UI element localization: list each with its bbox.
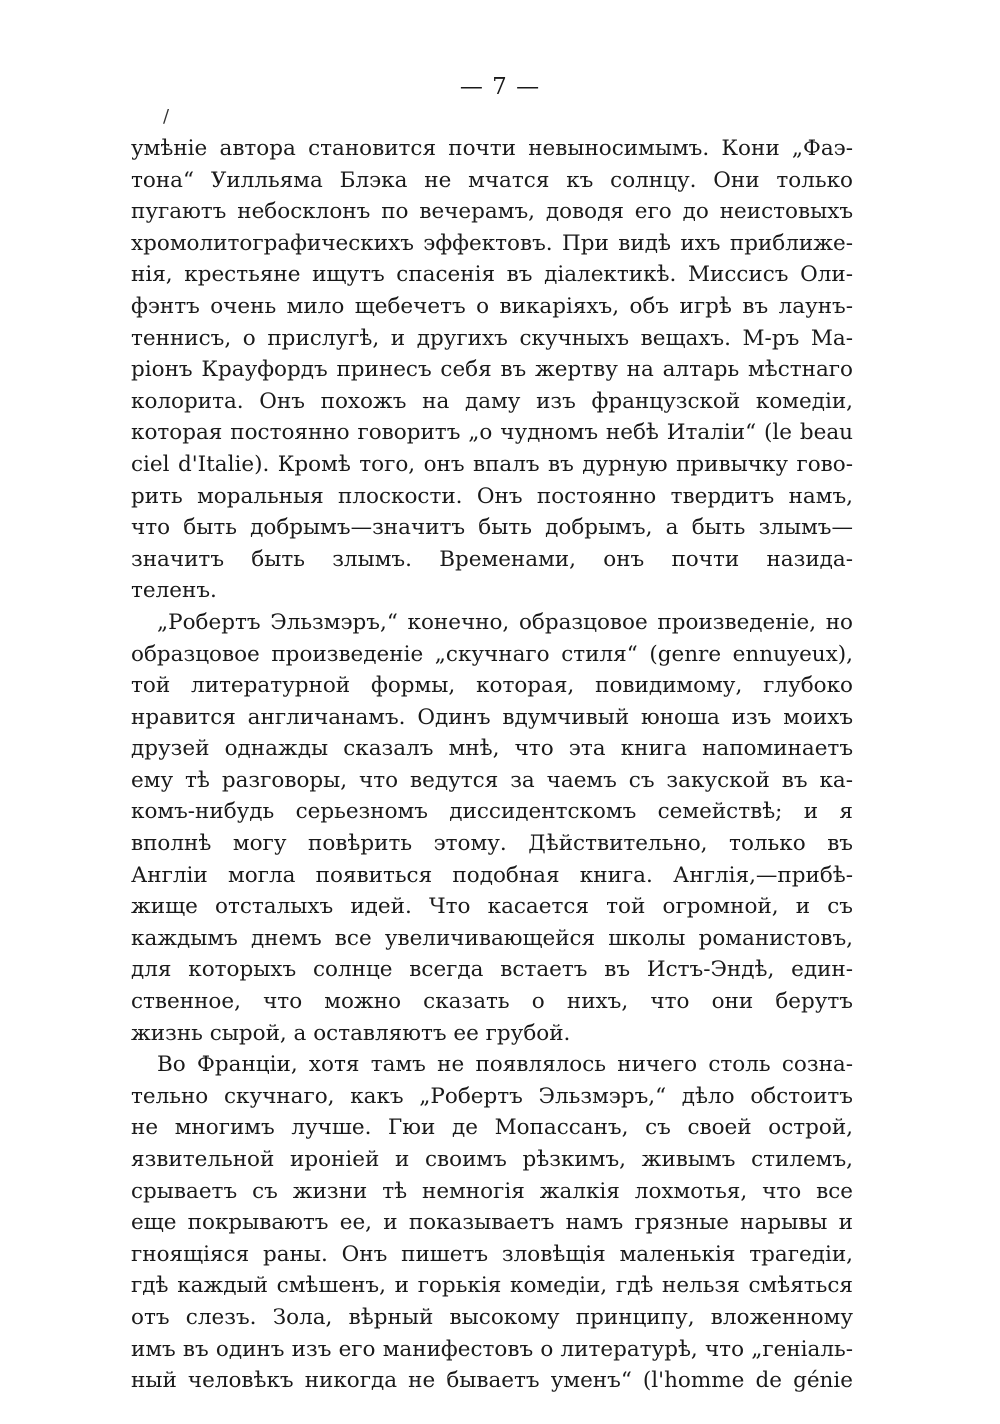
paragraph-1: [131, 133, 853, 607]
text-line: срываетъ съ жизни тѣ немногія жалкія лохмотья, что все: [131, 1178, 853, 1204]
text-line: еще покрываютъ ее, и показываетъ намъ грязные нарывы и: [131, 1210, 853, 1236]
text-line: отъ слезъ. Зола, вѣрный высокому принципу, вложенному: [131, 1304, 853, 1330]
stray-ink-mark: /: [163, 106, 170, 127]
text-line: которая постоянно говоритъ „о чудномъ небѣ Италіи“ (le beau: [131, 420, 853, 446]
paragraph-3: [131, 1049, 853, 1397]
text-line: теленъ.: [131, 578, 217, 604]
text-line: для которыхъ солнце всегда встаетъ въ Истъ-Эндѣ, един-: [131, 957, 853, 983]
text-line: хромолитографическихъ эффектовъ. При видѣ ихъ приближе-: [131, 230, 853, 256]
text-line: ему тѣ разговоры, что ведутся за чаемъ съ закуской въ ка-: [131, 767, 853, 793]
text-line: ственное, что можно сказать о нихъ, что они берутъ: [131, 989, 853, 1015]
text-line: Англіи могла появиться подобная книга. Англія,—прибѣ-: [131, 862, 853, 888]
paragraph-2: [131, 607, 853, 1049]
text-line: образцовое произведеніе „скучнаго стиля“ (genre ennuyeux),: [131, 641, 853, 667]
text-line: гноящіяся раны. Онъ пишетъ зловѣщія маленькія трагедіи,: [131, 1241, 853, 1267]
text-line: язвительной ироніей и своимъ рѣзкимъ, живымъ стилемъ,: [131, 1147, 853, 1172]
text-line: пугаютъ небосклонъ по вечерамъ, доводя его до неистовыхъ: [131, 199, 853, 225]
text-line: не многимъ лучше. Гюи де Мопассанъ, съ своей острой,: [131, 1115, 853, 1141]
text-line: Во Франціи, хотя тамъ не появлялось ничего столь созна-: [157, 1052, 853, 1078]
text-line: нія, крестьяне ищутъ спасенія въ діалектикѣ. Миссисъ Оли-: [131, 262, 853, 288]
text-line: „Робертъ Эльзмэръ,“ конечно, образцовое произведеніе, но: [157, 609, 853, 635]
text-line: умѣніе автора становится почти невыносимымъ. Кони „Фаэ-: [131, 136, 853, 161]
text-line: теннисъ, о прислугѣ, и другихъ скучныхъ вещахъ. М-ръ Ма-: [131, 325, 853, 351]
text-line: что быть добрымъ—значитъ быть добрымъ, а быть злымъ—: [131, 515, 853, 541]
text-line: каждымъ днемъ все увеличивающейся школы романистовъ,: [131, 925, 853, 951]
text-line: жище отсталыхъ идей. Что касается той огромной, и съ: [131, 894, 853, 920]
text-line: ный человѣкъ никогда не бываетъ уменъ“ (l'homme de génie: [131, 1368, 853, 1394]
text-line: тельно скучнаго, какъ „Робертъ Эльзмэръ,“ дѣло обстоитъ: [131, 1083, 853, 1109]
page-number: — 7 —: [459, 74, 541, 100]
text-line: рить моральныя плоскости. Онъ постоянно твердитъ намъ,: [131, 483, 853, 509]
text-line: нравится англичанамъ. Одинъ вдумчивый юноша изъ моихъ: [131, 704, 853, 730]
text-line: гдѣ каждый смѣшенъ, и горькія комедіи, гдѣ нельзя смѣяться: [131, 1273, 853, 1299]
text-line: фэнтъ очень мило щебечетъ о викаріяхъ, объ игрѣ въ лаунъ-: [131, 293, 853, 319]
text-line: колорита. Онъ похожъ на даму изъ французской комедіи,: [131, 388, 853, 414]
text-line: комъ-нибудь серьезномъ диссидентскомъ семействѣ; и я: [131, 799, 853, 825]
text-line: ciel d'Italie). Кромѣ того, онъ впалъ въ дурную привычку гово-: [131, 451, 853, 477]
text-line: той литературной формы, которая, повидимому, глубоко: [131, 673, 853, 699]
text-line: жизнь сырой, а оставляютъ ее грубой.: [131, 1020, 571, 1046]
text-line: вполнѣ могу повѣрить этому. Дѣйствительно, только въ: [131, 831, 853, 857]
text-line: имъ въ одинъ изъ его манифестовъ о литературѣ, что „геніаль-: [131, 1336, 853, 1362]
body-text: [131, 133, 853, 1397]
text-line: друзей однажды сказалъ мнѣ, что эта книга напоминаетъ: [131, 736, 853, 762]
text-line: тона“ Уилльяма Блэка не мчатся къ солнцу. Они только: [131, 167, 853, 193]
text-line: ріонъ Крауфордъ принесъ себя въ жертву на алтарь мѣстнаго: [131, 357, 853, 383]
text-line: значитъ быть злымъ. Временами, онъ почти назида-: [131, 546, 853, 572]
